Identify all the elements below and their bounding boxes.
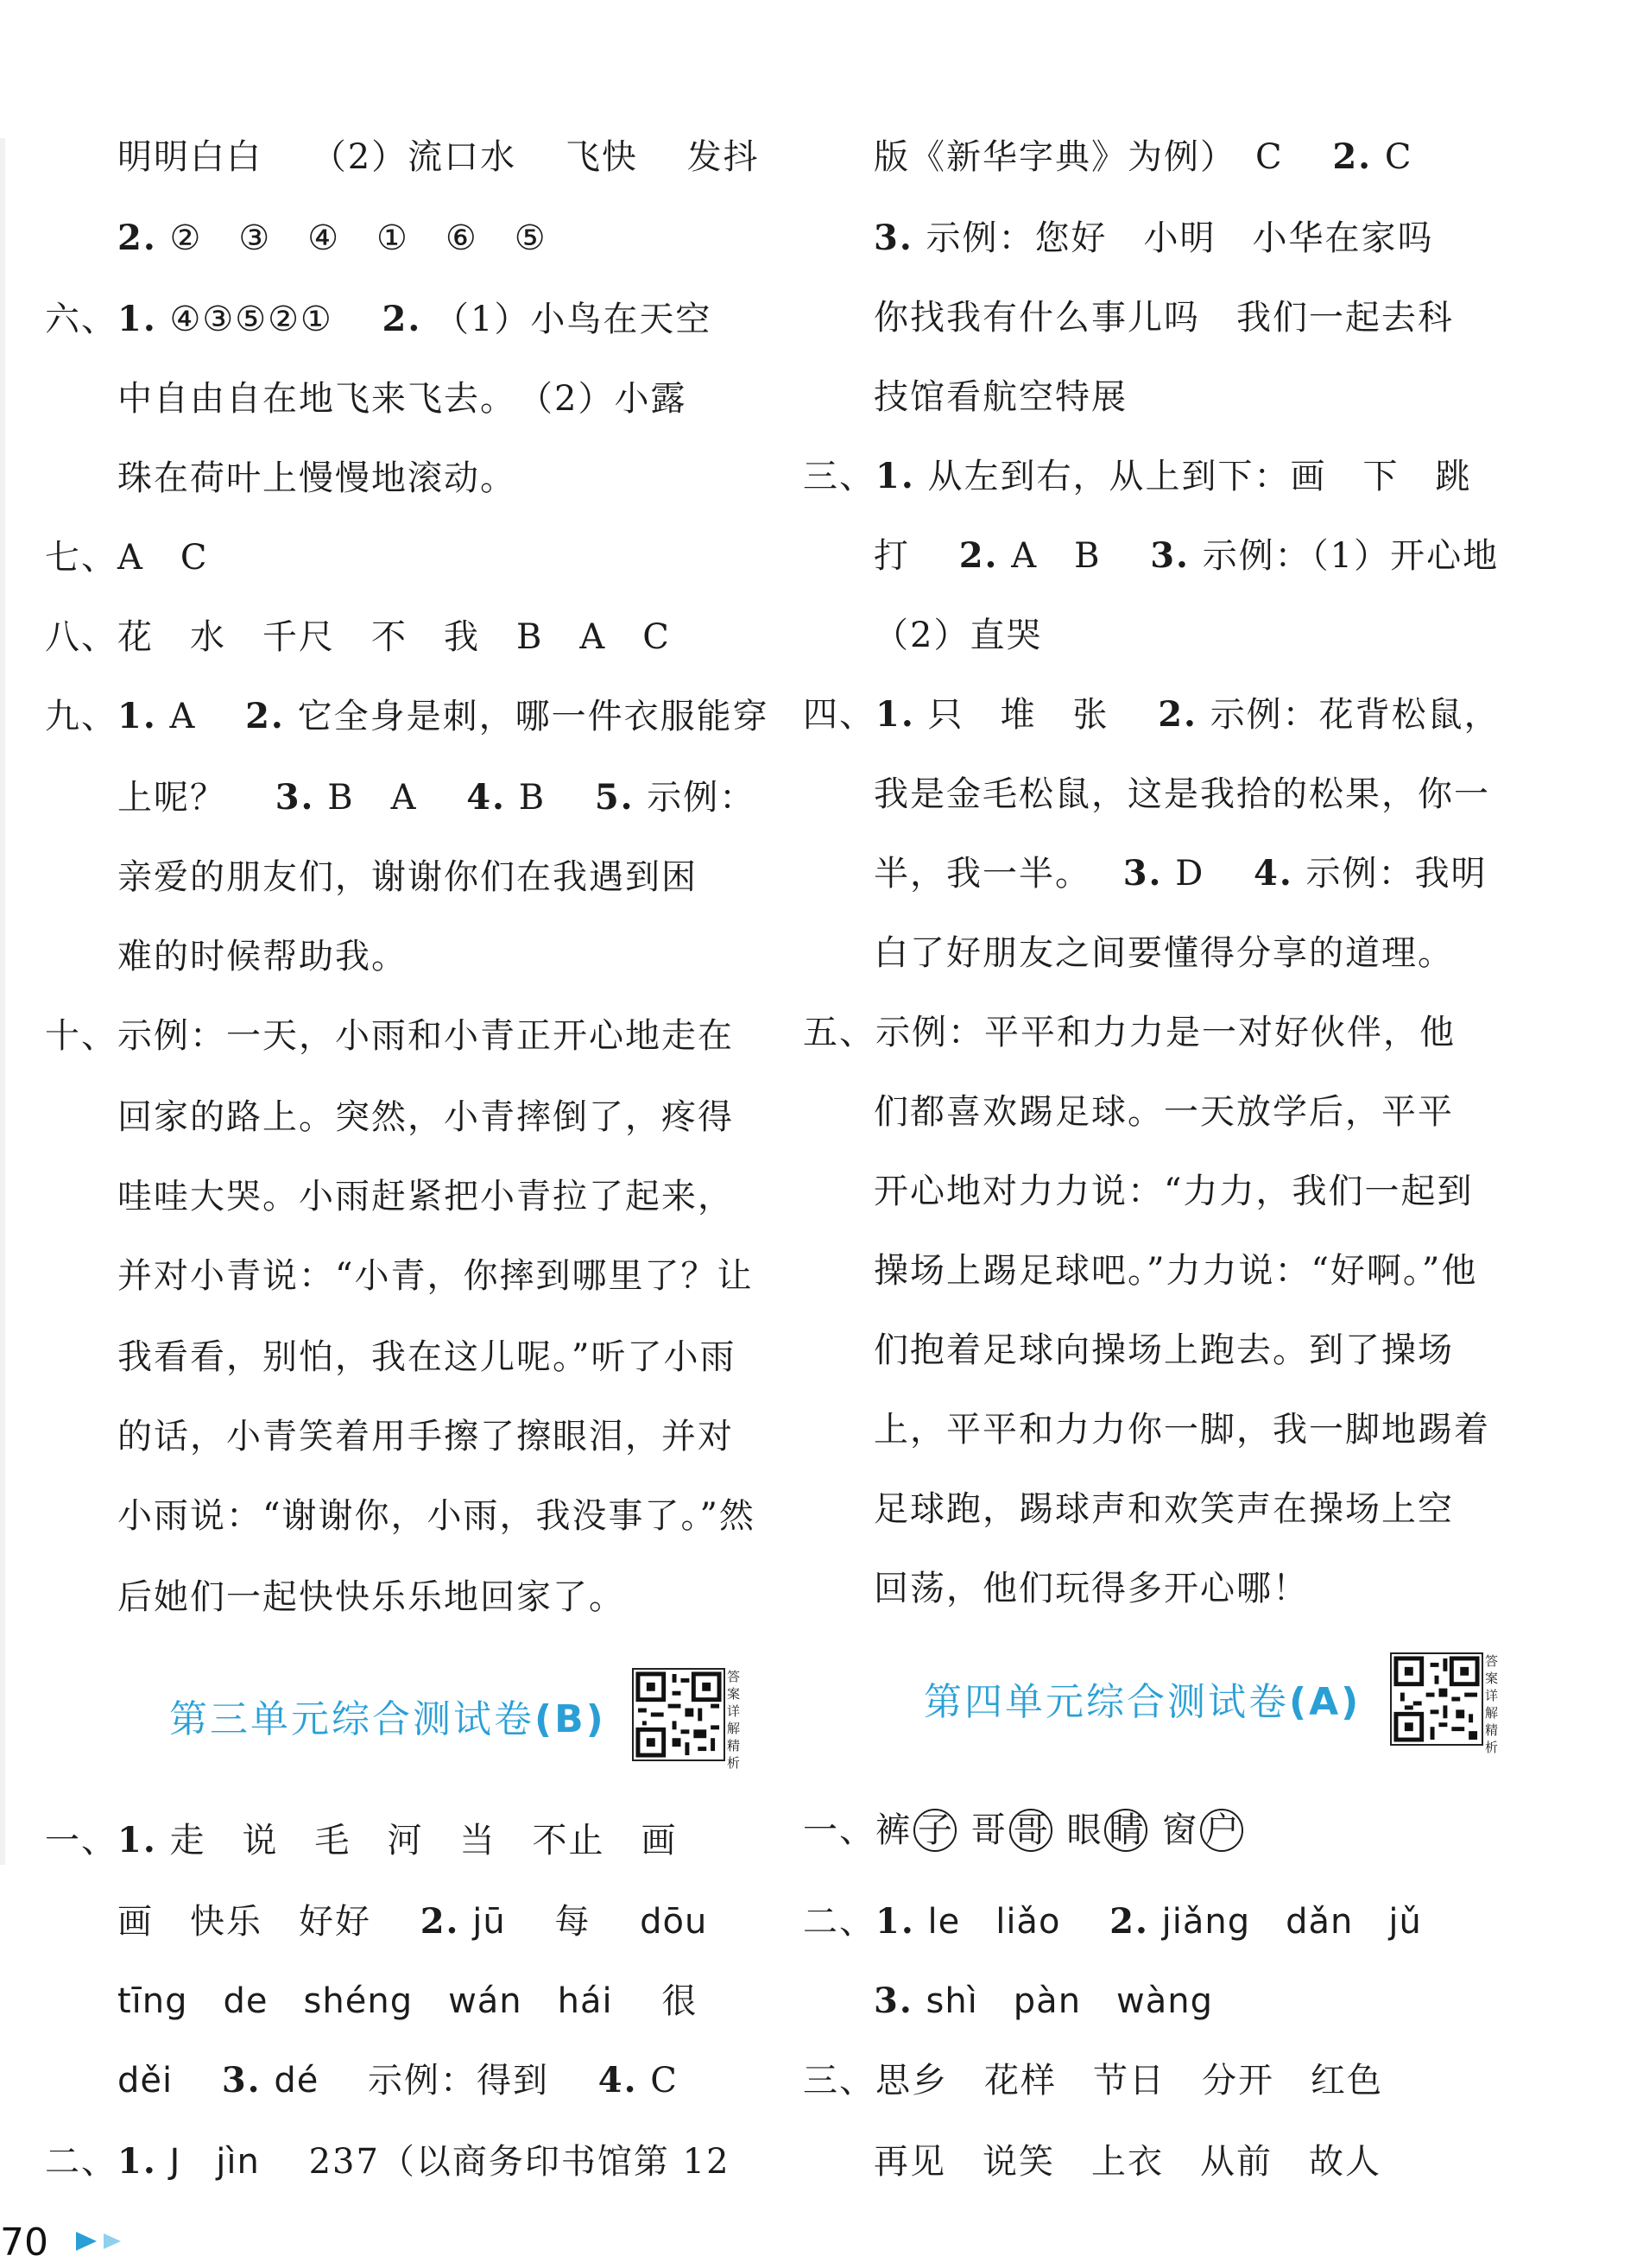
answer-line: 们抱着足球向操场上跑去。到了操场	[874, 1330, 1454, 1370]
question-number: 2.	[1332, 136, 1373, 177]
answer-text: A B	[1011, 536, 1102, 576]
answer-line	[45, 295, 711, 344]
question-number: 1.	[117, 299, 157, 339]
answer-text: 示例：	[647, 778, 756, 818]
answer-text: 示例：一天，小雨和小青正开心地走在	[117, 1016, 734, 1056]
question-number: 1.	[875, 456, 915, 496]
answer-line: 亲爱的朋友们，谢谢你们在我遇到困	[117, 857, 698, 897]
answer-text: 示例：花背松鼠，	[1210, 695, 1501, 735]
answer-line	[803, 452, 1471, 501]
answer-line	[117, 1898, 707, 1946]
answer-line: 回荡，他们玩得多开心哪！	[874, 1569, 1309, 1608]
pinyin-text: shì pàn wàng	[926, 1981, 1214, 2021]
question-number: 2.	[117, 218, 157, 258]
question-number: 4.	[466, 777, 506, 818]
answer-line	[45, 692, 769, 741]
answer-text: 窗	[1162, 1810, 1199, 1850]
answer-line	[45, 2138, 730, 2186]
section-label: 六、	[45, 300, 117, 339]
section-label: 八、	[45, 617, 117, 657]
answer-text: 示例：我明	[1305, 854, 1488, 894]
question-number: 2.	[245, 696, 285, 736]
answer-line: 我是金毛松鼠，这是我拾的松果，你一	[874, 774, 1490, 814]
answer-line	[874, 850, 1487, 898]
answer-line: 你找我有什么事儿吗 我们一起去科	[874, 298, 1454, 338]
pinyin-text: dé	[274, 2061, 319, 2101]
question-number: 2.	[420, 1901, 460, 1942]
pinyin-text: děi	[117, 2061, 174, 2101]
answer-text: 眼	[1066, 1810, 1103, 1850]
answer-line: 回家的路上。突然，小青摔倒了，疼得	[117, 1097, 734, 1137]
answer-line: 小雨说：“谢谢你，小雨，我没事了。”然	[117, 1496, 755, 1536]
question-number: 1.	[117, 696, 157, 736]
answer-line	[45, 613, 671, 661]
section-label: 二、	[803, 1902, 875, 1942]
answer-text: 裤	[875, 1810, 912, 1850]
section-label: 一、	[803, 1810, 875, 1850]
answer-line: 难的时候帮助我。	[117, 937, 408, 976]
answer-text: 明明白白	[117, 137, 262, 177]
circled-char: 子	[913, 1809, 957, 1852]
question-number: 2.	[1109, 1901, 1149, 1942]
answer-text: B A	[327, 778, 418, 818]
answer-line: 的话，小青笑着用手擦了擦眼泪，并对	[117, 1417, 734, 1456]
answer-text: 走 说 毛 河 当 不止 画	[169, 1821, 678, 1861]
qr-code-icon[interactable]	[1390, 1652, 1483, 1746]
section-title-text: 第四单元综合测试卷	[924, 1680, 1289, 1724]
answer-text: C	[650, 2061, 679, 2101]
answer-line	[117, 133, 760, 181]
question-number: 5.	[594, 777, 635, 818]
pinyin-text: jū	[472, 1902, 506, 1942]
answer-text: 示例：（1）开心地	[1202, 536, 1500, 576]
question-number: 2.	[1158, 694, 1197, 735]
answer-line: 操场上踢足球吧。”力力说：“好啊。”他	[874, 1251, 1478, 1291]
answer-line: （2）直哭	[874, 616, 1043, 655]
question-number: 1.	[875, 1901, 915, 1942]
answer-line	[117, 1977, 698, 2025]
section-title	[169, 1694, 606, 1746]
circled-char: 睛	[1104, 1809, 1147, 1852]
answer-text: 花 水 千尺 不 我 B A C	[117, 617, 671, 657]
answer-line: 开心地对力力说：“力力，我们一起到	[874, 1172, 1474, 1211]
answer-text: B	[518, 778, 547, 818]
answer-line	[874, 133, 1412, 181]
answer-line: 我看看，别怕，我在这儿呢。”听了小雨	[117, 1337, 736, 1377]
section-label: 五、	[803, 1013, 875, 1052]
qr-code-label: 答案详解精析	[1485, 1653, 1499, 1755]
answer-text: 思乡 花样 节日 分开 红色	[875, 2061, 1383, 2101]
section-label: 三、	[803, 2061, 875, 2101]
answer-text: 半，我一半。	[874, 854, 1074, 894]
question-number: 3.	[1150, 535, 1190, 576]
section-label: 一、	[45, 1821, 117, 1861]
pinyin-text: jiǎng dǎn jǔ	[1161, 1902, 1422, 1942]
answer-text: 很	[661, 1981, 698, 2021]
section-label: 十、	[45, 1016, 117, 1056]
answer-text: ② ③ ④ ① ⑥ ⑤	[169, 218, 547, 258]
qr-code-label: 答案详解精析	[727, 1669, 741, 1771]
question-number: 2.	[382, 299, 422, 339]
answer-text: 版《新华字典》为例） C	[874, 137, 1284, 177]
answer-text: 从左到右，从上到下：画 下 跳	[927, 457, 1472, 496]
section-label: 三、	[803, 457, 875, 496]
answer-line	[874, 532, 1499, 580]
answer-line	[874, 214, 1433, 262]
page-number: 70	[0, 2221, 48, 2265]
answer-text: 上呢？	[117, 778, 226, 818]
answer-text: 哥	[970, 1810, 1008, 1850]
question-number: 4.	[1254, 853, 1293, 894]
question-number: 3.	[1122, 853, 1163, 894]
question-number: 2.	[958, 535, 999, 576]
answer-text: 飞快	[565, 137, 638, 177]
answer-line: 后她们一起快快乐乐地回家了。	[117, 1577, 625, 1617]
question-number: 1.	[117, 2141, 157, 2182]
answer-line	[117, 774, 755, 822]
answer-line	[803, 691, 1501, 739]
answer-line: 哇哇大哭。小雨赶紧把小青拉了起来，	[117, 1177, 734, 1216]
answer-line	[803, 2056, 1383, 2105]
page-arrows-icon	[74, 2229, 135, 2253]
answer-line	[874, 1977, 1213, 2025]
answer-text: 打	[874, 536, 910, 576]
answer-line	[803, 1008, 1456, 1057]
question-number: 4.	[597, 2060, 638, 2101]
qr-code-icon[interactable]	[632, 1668, 725, 1761]
section-title-text: 第三单元综合测试卷	[169, 1697, 534, 1741]
answer-text: D	[1175, 854, 1205, 894]
section-title-variant: (A)	[1289, 1680, 1362, 1724]
answer-line	[45, 1012, 734, 1060]
answer-line: 白了好朋友之间要懂得分享的道理。	[874, 933, 1454, 973]
circled-char: 户	[1200, 1809, 1243, 1852]
answer-line: 技馆看航空特展	[874, 377, 1128, 417]
pinyin-text: J jìn	[169, 2142, 260, 2182]
answer-text: 画 快乐 好好	[117, 1902, 371, 1942]
answer-text: A	[169, 697, 197, 736]
answer-text: ④③⑤②①	[169, 300, 333, 339]
answer-text: 每	[554, 1902, 591, 1942]
pinyin-text: tīng de shéng wán hái	[117, 1981, 613, 2021]
answer-line	[117, 2056, 679, 2105]
answer-text: （1）小鸟在天空	[433, 300, 712, 339]
question-number: 1.	[875, 694, 915, 735]
question-number: 3.	[874, 218, 913, 258]
answer-line	[803, 1898, 1422, 1946]
answer-text: 示例：您好 小明 小华在家吗	[926, 218, 1434, 258]
question-number: 3.	[874, 1981, 913, 2021]
answer-line: 足球跑，踢球声和欢笑声在操场上空	[874, 1489, 1454, 1529]
pinyin-text: le liǎo	[927, 1902, 1061, 1942]
answer-text: 示例：平平和力力是一对好伙伴，他	[875, 1013, 1456, 1052]
pinyin-text: dōu	[640, 1902, 708, 1942]
answer-line: 并对小青说：“小青，你摔到哪里了？让	[117, 1256, 754, 1296]
answer-line: 再见 说笑 上衣 从前 故人	[874, 2142, 1381, 2182]
answer-text: 发抖	[686, 137, 760, 177]
answer-line: 上，平平和力力你一脚，我一脚地踢着	[874, 1410, 1490, 1450]
answer-text: 它全身是刺，哪一件衣服能穿	[297, 697, 769, 736]
answer-text: （2）流口水	[311, 137, 517, 177]
answer-text: 237（以商务印书馆第 12	[308, 2142, 730, 2182]
section-label: 二、	[45, 2142, 117, 2182]
section-title-variant: (B)	[534, 1697, 606, 1741]
question-number: 3.	[221, 2060, 262, 2101]
section-title	[924, 1677, 1361, 1728]
question-number: 1.	[117, 1820, 157, 1861]
answer-text: C	[1384, 137, 1413, 177]
answer-line: 们都喜欢踢足球。一天放学后，平平	[874, 1092, 1454, 1132]
answer-line: 中自由自在地飞来飞去。 （2）小露	[117, 379, 687, 419]
answer-text: A C	[117, 538, 209, 578]
answer-line	[45, 1816, 677, 1865]
section-label: 七、	[45, 538, 117, 578]
answer-text: 只 堆 张	[927, 695, 1109, 735]
answer-line: 珠在荷叶上慢慢地滚动。	[117, 458, 516, 498]
question-number: 3.	[275, 777, 315, 818]
circled-char: 哥	[1009, 1809, 1052, 1852]
answer-line	[803, 1804, 1245, 1856]
section-label: 九、	[45, 697, 117, 736]
section-label: 四、	[803, 695, 875, 735]
answer-line	[117, 214, 547, 262]
answer-text: 示例：得到	[368, 2061, 550, 2101]
binding-shadow	[0, 138, 5, 1865]
answer-line	[45, 534, 209, 582]
